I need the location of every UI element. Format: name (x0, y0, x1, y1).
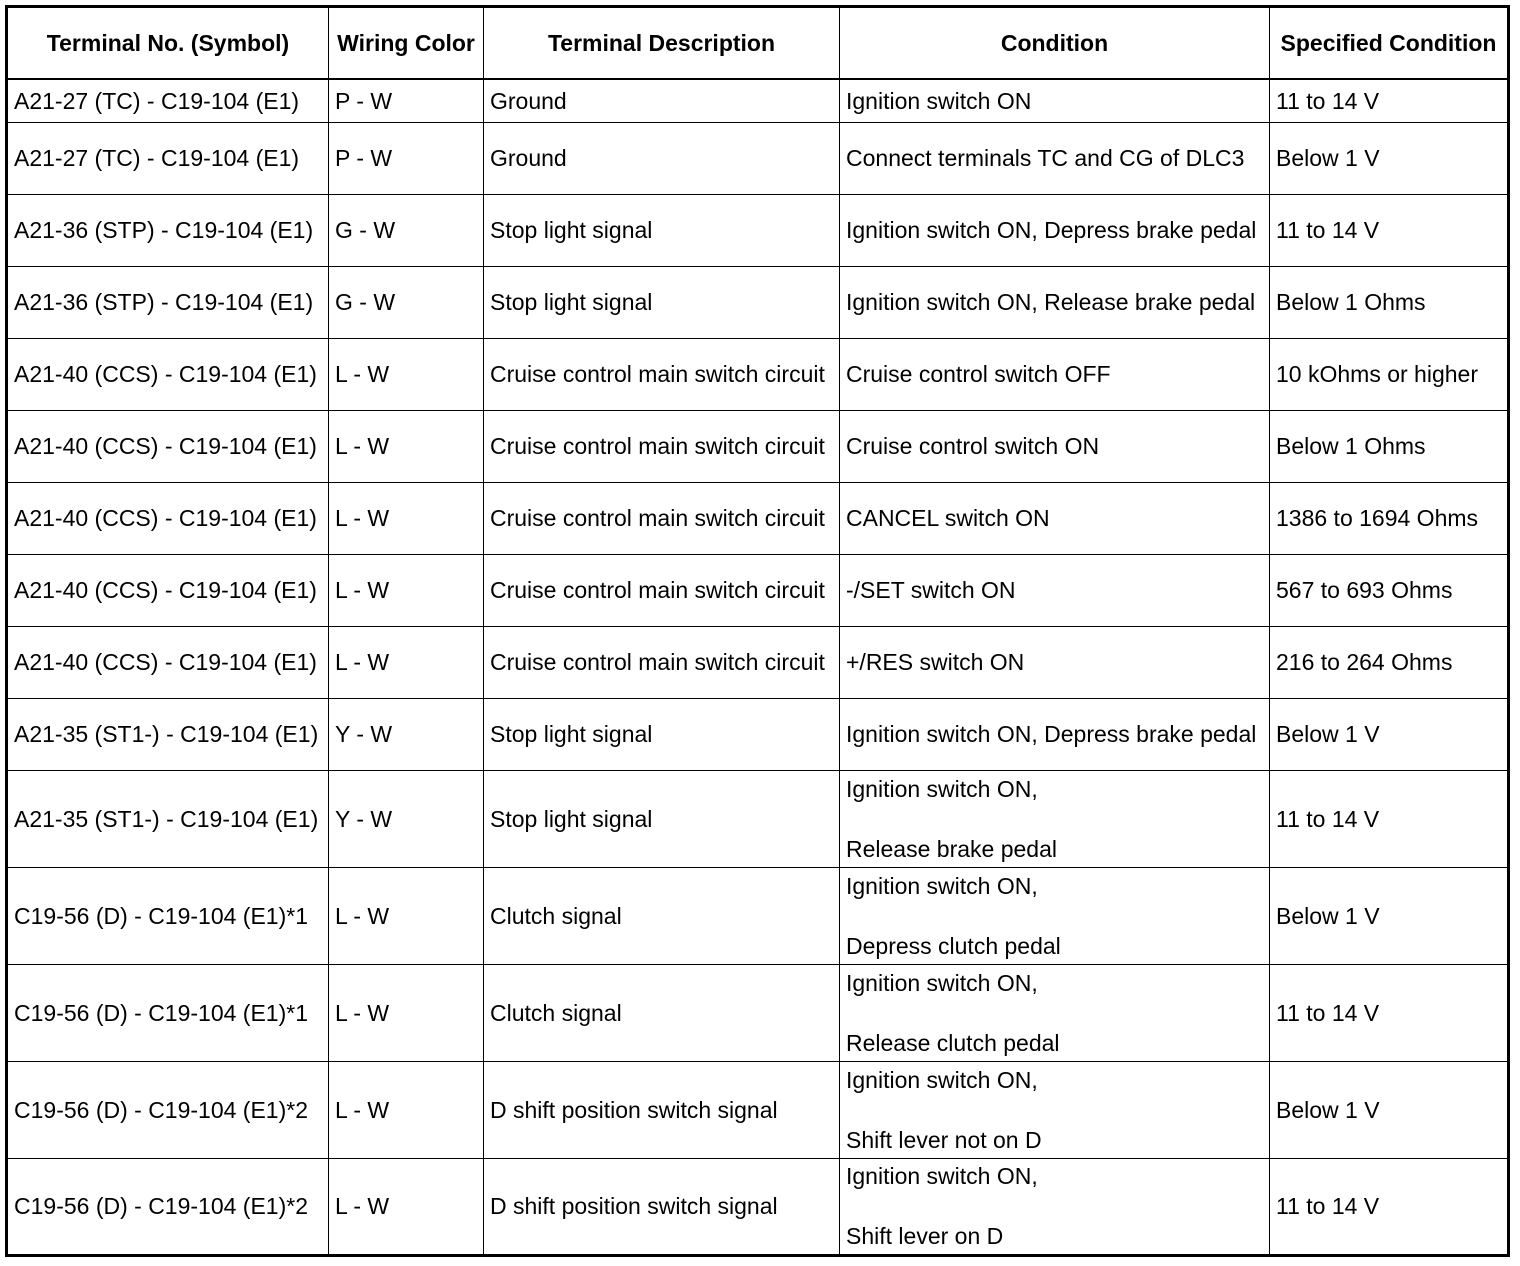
wiring-color-cell: P - W (329, 122, 484, 194)
terminal-cell: A21-35 (ST1-) - C19-104 (E1) (7, 698, 329, 770)
wiring-color-cell: L - W (329, 338, 484, 410)
wiring-color-cell: Y - W (329, 770, 484, 867)
header-terminal-no: Terminal No. (Symbol) (7, 7, 329, 80)
wiring-color-cell: L - W (329, 1158, 484, 1255)
table-row (7, 482, 1509, 554)
terminal-cell: A21-40 (CCS) - C19-104 (E1) (7, 410, 329, 482)
terminal-cell: A21-40 (CCS) - C19-104 (E1) (7, 626, 329, 698)
condition-cell: CANCEL switch ON (840, 482, 1270, 554)
condition-cell: Cruise control switch OFF (840, 338, 1270, 410)
specified-condition-cell: 11 to 14 V (1270, 770, 1509, 867)
specified-condition-cell: Below 1 V (1270, 867, 1509, 964)
condition-cell: Ignition switch ON, Release brake pedal (840, 770, 1270, 867)
header-specified-condition: Specified Condition (1270, 7, 1509, 80)
terminal-cell: A21-40 (CCS) - C19-104 (E1) (7, 554, 329, 626)
wiring-color-cell: L - W (329, 626, 484, 698)
description-cell: Clutch signal (484, 964, 840, 1061)
condition-cell: Ignition switch ON, Depress brake pedal (840, 194, 1270, 266)
table-header-row (7, 7, 1509, 80)
condition-cell: Connect terminals TC and CG of DLC3 (840, 122, 1270, 194)
condition-cell: Ignition switch ON (840, 79, 1270, 122)
table-row (7, 79, 1509, 122)
condition-cell: Ignition switch ON, Shift lever not on D (840, 1061, 1270, 1158)
description-cell: Ground (484, 122, 840, 194)
wiring-color-cell: G - W (329, 266, 484, 338)
table-row (7, 867, 1509, 964)
table-row (7, 964, 1509, 1061)
wiring-color-cell: P - W (329, 79, 484, 122)
description-cell: Stop light signal (484, 698, 840, 770)
table-row (7, 1061, 1509, 1158)
description-cell: D shift position switch signal (484, 1158, 840, 1255)
description-cell: D shift position switch signal (484, 1061, 840, 1158)
wiring-color-cell: L - W (329, 482, 484, 554)
condition-cell: Cruise control switch ON (840, 410, 1270, 482)
terminal-cell: C19-56 (D) - C19-104 (E1)*1 (7, 867, 329, 964)
specified-condition-cell: 216 to 264 Ohms (1270, 626, 1509, 698)
table-row (7, 770, 1509, 867)
table-row (7, 554, 1509, 626)
terminal-cell: C19-56 (D) - C19-104 (E1)*2 (7, 1158, 329, 1255)
condition-cell: +/RES switch ON (840, 626, 1270, 698)
specified-condition-cell: 11 to 14 V (1270, 194, 1509, 266)
specified-condition-cell: Below 1 Ohms (1270, 266, 1509, 338)
specified-condition-cell: 1386 to 1694 Ohms (1270, 482, 1509, 554)
terminal-cell: C19-56 (D) - C19-104 (E1)*2 (7, 1061, 329, 1158)
description-cell: Stop light signal (484, 266, 840, 338)
specified-condition-cell: 10 kOhms or higher (1270, 338, 1509, 410)
table-row (7, 338, 1509, 410)
table-row (7, 698, 1509, 770)
condition-cell: Ignition switch ON, Release clutch pedal (840, 964, 1270, 1061)
wiring-color-cell: Y - W (329, 698, 484, 770)
condition-cell: Ignition switch ON, Depress brake pedal (840, 698, 1270, 770)
terminal-cell: A21-36 (STP) - C19-104 (E1) (7, 194, 329, 266)
table-row (7, 410, 1509, 482)
wiring-color-cell: L - W (329, 867, 484, 964)
terminal-cell: A21-35 (ST1-) - C19-104 (E1) (7, 770, 329, 867)
description-cell: Cruise control main switch circuit (484, 482, 840, 554)
specified-condition-cell: 11 to 14 V (1270, 1158, 1509, 1255)
table-body (7, 79, 1509, 1255)
terminal-cell: A21-36 (STP) - C19-104 (E1) (7, 266, 329, 338)
description-cell: Stop light signal (484, 194, 840, 266)
header-terminal-description: Terminal Description (484, 7, 840, 80)
specified-condition-cell: Below 1 V (1270, 122, 1509, 194)
condition-cell: Ignition switch ON, Release brake pedal (840, 266, 1270, 338)
description-cell: Cruise control main switch circuit (484, 626, 840, 698)
wiring-color-cell: L - W (329, 410, 484, 482)
description-cell: Cruise control main switch circuit (484, 338, 840, 410)
condition-cell: Ignition switch ON, Depress clutch pedal (840, 867, 1270, 964)
terminal-cell: A21-40 (CCS) - C19-104 (E1) (7, 482, 329, 554)
terminal-spec-table (5, 5, 1510, 1257)
header-wiring-color: Wiring Color (329, 7, 484, 80)
specified-condition-cell: Below 1 Ohms (1270, 410, 1509, 482)
wiring-color-cell: G - W (329, 194, 484, 266)
wiring-color-cell: L - W (329, 1061, 484, 1158)
specified-condition-cell: 567 to 693 Ohms (1270, 554, 1509, 626)
table-row (7, 194, 1509, 266)
description-cell: Clutch signal (484, 867, 840, 964)
specified-condition-cell: Below 1 V (1270, 1061, 1509, 1158)
table-row (7, 1158, 1509, 1255)
wiring-color-cell: L - W (329, 964, 484, 1061)
specified-condition-cell: 11 to 14 V (1270, 964, 1509, 1061)
table-row (7, 626, 1509, 698)
condition-cell: -/SET switch ON (840, 554, 1270, 626)
table-row (7, 122, 1509, 194)
specified-condition-cell: 11 to 14 V (1270, 79, 1509, 122)
description-cell: Cruise control main switch circuit (484, 410, 840, 482)
specified-condition-cell: Below 1 V (1270, 698, 1509, 770)
terminal-cell: A21-27 (TC) - C19-104 (E1) (7, 122, 329, 194)
terminal-cell: A21-27 (TC) - C19-104 (E1) (7, 79, 329, 122)
table-row (7, 266, 1509, 338)
terminal-cell: C19-56 (D) - C19-104 (E1)*1 (7, 964, 329, 1061)
description-cell: Cruise control main switch circuit (484, 554, 840, 626)
wiring-color-cell: L - W (329, 554, 484, 626)
header-condition: Condition (840, 7, 1270, 80)
terminal-cell: A21-40 (CCS) - C19-104 (E1) (7, 338, 329, 410)
description-cell: Stop light signal (484, 770, 840, 867)
condition-cell: Ignition switch ON, Shift lever on D (840, 1158, 1270, 1255)
description-cell: Ground (484, 79, 840, 122)
